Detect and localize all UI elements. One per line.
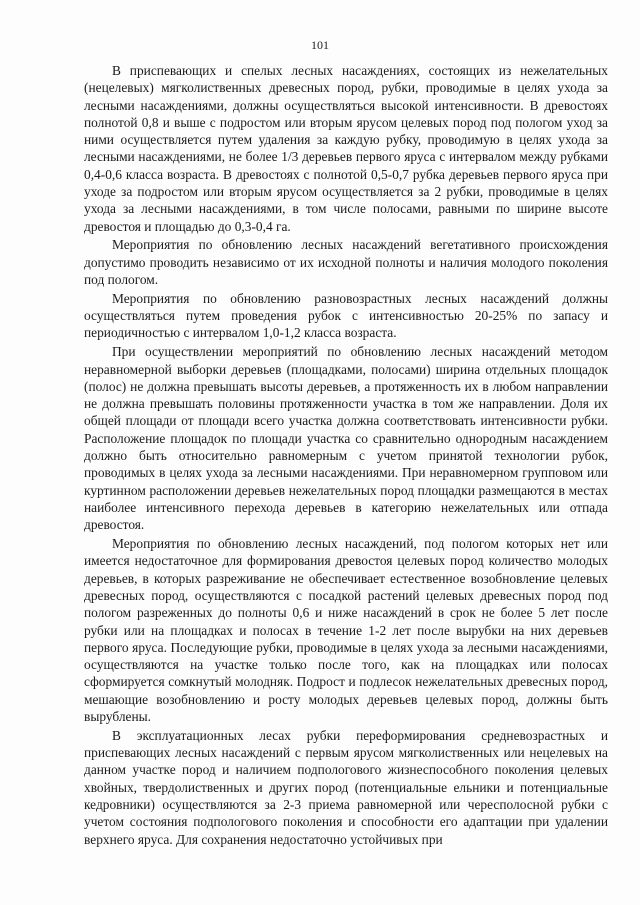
paragraph: Мероприятия по обновлению лесных насаждений, под пологом которых нет или имеется недостаточное для формирования древостоя целевых пород количество молодых деревьев, в которых разреживание не обеспечивает естественное возобновление целевых древесных пород, осуществляются с посадкой растений целевых древесных пород под пологом разреженных до полноты 0,6 и ниже насаждений в срок не более 5 лет после рубки или на площадках и полосах в течение 1-2 лет после вырубки на них деревьев первого яруса. Последующие рубки, проводимые в целях ухода за лесными насаждениями, осуществляются на участке только после того, как на площадках или полосах сформируется сомкнутый молодняк. Подрост и подлесок нежелательных древесных пород, мешающие возобновлению и росту молодых деревьев целевых пород, должны быть вырублены. — [84, 536, 608, 724]
page-number: 101 — [311, 38, 329, 52]
paragraph: Мероприятия по обновлению лесных насаждений вегетативного происхождения допустимо проводить независимо от их исходной полноты и наличия молодого поколения под пологом. — [84, 237, 608, 288]
paragraph: В приспевающих и спелых лесных насаждениях, состоящих из нежелательных (нецелевых) мягколиственных древесных пород, рубки, проводимые в целях ухода за лесными насаждениями, должны осуществляться высокой интенсивности. В древостоях полнотой 0,8 и выше с подростом или вторым ярусом целевых пород под пологом уход за ними осуществляется путем удаления за каждую рубку, проводимую в целях ухода за лесными насаждениями, не более 1/3 деревьев первого яруса с интервалом между рубками 0,4-0,6 класса возраста. В древостоях с полнотой 0,5-0,7 рубка деревьев первого яруса при уходе за подростом или вторым ярусом осуществляется за 2 рубки, проводимые в целях ухода за лесными насаждениями, в том числе полосами, равными по ширине высоте древостоя и площадью до 0,3-0,4 га. — [84, 63, 608, 234]
paragraph: При осуществлении мероприятий по обновлению лесных насаждений методом неравномерной выборки деревьев (площадками, полосами) ширина отдельных площадок (полос) не должна превышать высоты деревьев, а протяженность их в любом направлении не должна превышать половины протяженности участка в том же направлении. Доля их общей площади от площади всего участка должна соответствовать интенсивности рубки. Расположение площадок по площади участка со сравнительно однородным насаждением должно быть относительно равномерным с учетом принятой технологии рубок, проводимых в целях ухода за лесными насаждениями. При неравномерном групповом или куртинном расположении деревьев нежелательных пород площадки размещаются в местах наиболее интенсивного перехода деревьев в категорию нежелательных или отпада древостоя. — [84, 344, 608, 533]
paragraph: В эксплуатационных лесах рубки переформирования средневозрастных и приспевающих лесных насаждений с первым ярусом мягколиственных или нецелевых на данном участке пород и наличием подпологового жизнеспособного поколения целевых хвойных, твердолиственных и других пород (потенциальные ельники и потенциальные кедровники) осуществляются за 2-3 приема равномерной или чересполосной рубки с учетом состояния подпологового поколения и способности его адаптации при удалении верхнего яруса. Для сохранения недостаточно устойчивых при — [84, 727, 608, 847]
paragraph: Мероприятия по обновлению разновозрастных лесных насаждений должны осуществляться путем проведения рубок с интенсивностью 20-25% по запасу и периодичностью с интервалом 1,0-1,2 класса возраста. — [84, 290, 608, 341]
page-text — [84, 62, 608, 848]
